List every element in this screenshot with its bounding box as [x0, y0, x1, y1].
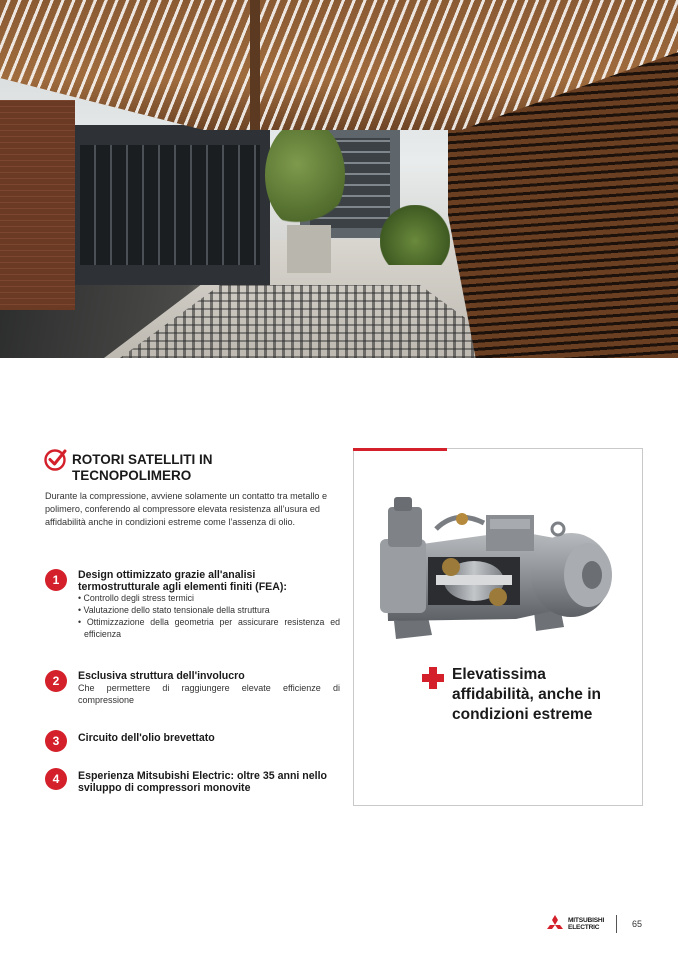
feature-item-4 — [45, 768, 340, 794]
tree — [265, 120, 345, 230]
intro-paragraph: Durante la compressione, avviene solamente un contatto tra metallo e polimero, conferendo al compressore elevata resistenza all’usura ed affidabilità anche in condizioni estreme come l’assenza di olio. — [45, 491, 328, 528]
page-number: 65 — [632, 919, 643, 929]
feature-title: Circuito dell'olio brevettato — [78, 732, 215, 744]
bullet-item: • Ottimizzazione della geometria per assicurare resistenza ed efficienza — [78, 617, 340, 641]
section-title — [72, 452, 332, 484]
pergola-beam — [250, 0, 260, 130]
bullet-item: • Valutazione dello stato tensionale della struttura — [78, 605, 340, 617]
plus-icon — [422, 667, 444, 689]
card-accent-bar — [353, 448, 447, 451]
feature-title: Esclusiva struttura dell'involucro — [78, 670, 245, 682]
bullet-item: • Controllo degli stress termici — [78, 593, 340, 605]
mitsubishi-diamonds-icon — [545, 915, 565, 933]
brick-wall — [0, 100, 75, 310]
hero-photo — [0, 0, 678, 358]
number-badge: 4 — [45, 768, 67, 790]
planter — [287, 225, 331, 273]
number-badge: 1 — [45, 569, 67, 591]
brand-line1: MITSUBISHI — [568, 917, 605, 924]
glass-building — [70, 125, 270, 285]
brand-name — [568, 917, 604, 931]
card-claim: Elevatissima affidabilità, anche in condizioni estreme — [452, 666, 601, 724]
feature-item-1 — [45, 569, 340, 641]
reliability-card — [353, 448, 643, 806]
plants — [380, 205, 450, 265]
brand-line2: ELECTRIC — [568, 924, 600, 931]
feature-text: Che permettere di raggiungere elevate efficienze di compressione — [78, 683, 340, 706]
feature-title: Design ottimizzato grazie all'analisi termostrutturale agli elementi finiti (FEA): — [78, 569, 287, 594]
feature-item-2 — [45, 670, 340, 706]
section-title-line2: TECNOPOLIMERO — [72, 468, 192, 483]
check-circle-icon — [44, 447, 68, 471]
number-badge: 2 — [45, 670, 67, 692]
mitsubishi-electric-logo — [545, 913, 619, 935]
section-title-line1: ROTORI SATELLITI IN — [72, 452, 213, 467]
feature-title: Esperienza Mitsubishi Electric: oltre 35 anni nello sviluppo di compressori monovite — [78, 770, 328, 795]
number-badge: 3 — [45, 730, 67, 752]
footer-divider — [616, 915, 617, 933]
compressor-image — [366, 489, 632, 649]
feature-item-3 — [45, 730, 340, 748]
feature-bullets — [78, 593, 340, 640]
